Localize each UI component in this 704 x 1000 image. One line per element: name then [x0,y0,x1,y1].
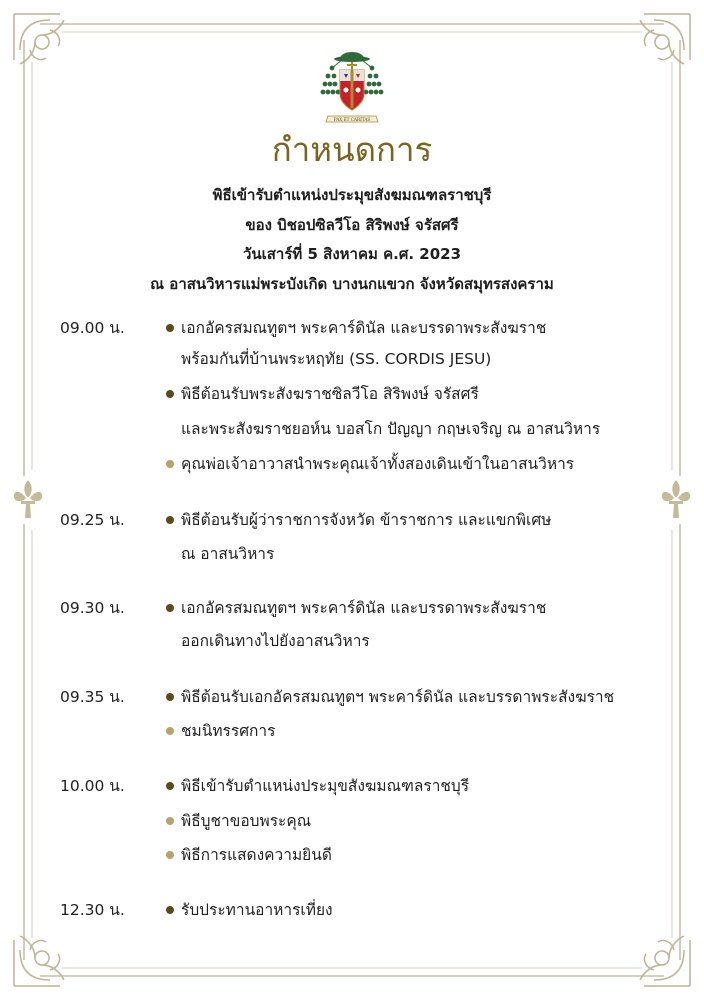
schedule-time: 09.35 น. [60,688,125,706]
fleur-de-lis-icon [662,480,690,518]
schedule-item: ณ อาสนวิหาร [181,545,275,563]
schedule-time: 09.25 น. [60,511,125,529]
schedule-time: 09.00 น. [60,319,125,337]
bullet-icon [166,817,174,825]
schedule-item: พร้อมกันที่บ้านพระหฤทัย (SS. CORDIS JESU) [181,350,492,368]
schedule-item: พิธีต้อนรับเอกอัครสมณทูตฯ พระคาร์ดินัล และบรรดาพระสังฆราช [181,688,615,706]
corner-ornament-bottom-right [640,936,690,986]
event-venue: ณ อาสนวิหารแม่พระบังเกิด บางนกแขวก จังหวัดสมุทรสงคราม [150,275,554,293]
bullet-icon [166,324,174,332]
corner-ornament-top-left [14,14,64,64]
bishop-name: ของ บิชอปซิลวีโอ สิริพงษ์ จรัสศรี [245,216,459,234]
schedule-item: เอกอัครสมณทูตฯ พระคาร์ดินัล และบรรดาพระสังฆราช [181,599,547,617]
schedule-item: รับประทานอาหารเที่ยง [181,901,333,919]
bullet-icon [166,727,174,735]
bullet-icon [166,460,174,468]
schedule-item: พิธีการแสดงความยินดี [181,846,332,864]
schedule-item: พิธีต้อนรับพระสังฆราชซิลวีโอ สิริพงษ์ จรัสศรี [181,385,479,403]
schedule-item: พิธีเข้ารับตำแหน่งประมุขสังฆมณฑลราชบุรี [181,777,470,795]
fleur-de-lis-icon [14,480,42,518]
corner-ornament-bottom-left [14,936,64,986]
schedule-item: และพระสังฆราชยอห์น บอสโก ปัญญา กฤษเจริญ ณ อาสนวิหาร [181,420,601,438]
schedule-item: คุณพ่อเจ้าอาวาสนำพระคุณเจ้าทั้งสองเดินเข้าในอาสนวิหาร [181,455,575,473]
ceremony-name: พิธีเข้ารับตำแหน่งประมุขสังฆมณฑลราชบุรี [212,186,492,204]
schedule-item: ชมนิทรรศการ [181,722,276,740]
bullet-icon [166,782,174,790]
schedule-time: 09.30 น. [60,599,125,617]
schedule-item: พิธีบูชาขอบพระคุณ [181,812,312,830]
bullet-icon [166,604,174,612]
page-title: กำหนดการ [271,130,433,169]
bullet-icon [166,851,174,859]
schedule-time: 12.30 น. [60,901,125,919]
bullet-icon [166,906,174,914]
bullet-icon [166,516,174,524]
event-date: วันเสาร์ที่ 5 สิงหาคม ค.ศ. 2023 [242,245,462,263]
schedule-item: เอกอัครสมณทูตฯ พระคาร์ดินัล และบรรดาพระสังฆราช [181,319,547,337]
schedule-item: ออกเดินทางไปยังอาสนวิหาร [181,632,370,650]
corner-ornament-top-right [640,14,690,64]
schedule-item: พิธีต้อนรับผู้ว่าราชการจังหวัด ข้าราชการ และแขกพิเศษ [181,511,552,529]
bullet-icon [166,390,174,398]
svg-text:PAX ET CARITAS: PAX ET CARITAS [333,117,371,122]
bullet-icon [166,693,174,701]
coat-of-arms-icon [318,46,386,128]
schedule-time: 10.00 น. [60,777,125,795]
